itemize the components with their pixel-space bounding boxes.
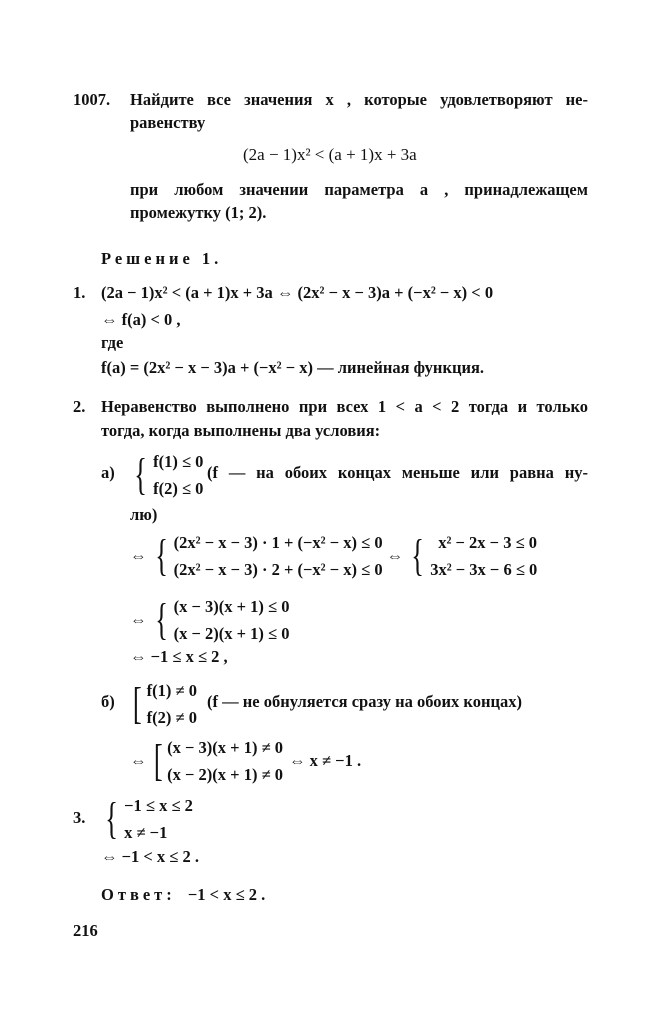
system-row: x² − 2x − 3 ≤ 0 (438, 533, 538, 552)
case-a-comment: (f — на обоих концах меньше или равна ну- (207, 463, 588, 482)
answer-value: −1 < x ≤ 2 . (187, 885, 266, 904)
step1-line: (2a − 1)x² < (a + 1)x + 3a ⇔ (2x² − x − 3)a + (−x² − x) < 0 (101, 283, 494, 302)
system-row: f(2) ≤ 0 (153, 479, 204, 498)
problem-text-line: равенству (130, 113, 206, 132)
system-row: (x − 3)(x + 1) ≤ 0 (173, 597, 290, 616)
case-a-system (130, 448, 203, 502)
system-row: x ≠ −1 (124, 823, 168, 842)
case-b-result: ⇔ x ≠ −1 . (289, 751, 362, 770)
equiv-symbol: ⇔ (130, 546, 147, 565)
case-a-equiv2 (130, 593, 289, 647)
system-row: f(1) ≠ 0 (146, 681, 197, 700)
system-row: f(2) ≠ 0 (146, 708, 197, 727)
answer (101, 885, 265, 905)
problem-text-line: промежутку (1; 2). (130, 203, 267, 222)
case-b-equiv (130, 734, 361, 788)
case-a-result: ⇔ −1 ≤ x ≤ 2 , (130, 647, 228, 666)
case-a-label: а) (101, 463, 115, 482)
equiv-symbol: ⇔ (130, 751, 147, 770)
problem-number: 1007. (73, 90, 111, 109)
step1-line: f(a) = (2x² − x − 3)a + (−x² − x) — линейная функция. (101, 358, 485, 377)
step2-line: тогда, когда выполнены два условия: (101, 421, 381, 440)
equiv-symbol: ⇔ (130, 610, 147, 629)
problem-text-line: при любом значении параметра a , принадлежащем (130, 180, 588, 199)
case-a-comment-cont: лю) (130, 505, 158, 524)
system-row: (x − 2)(x + 1) ≤ 0 (173, 624, 290, 643)
equiv-symbol: ⇔ (386, 546, 404, 565)
brace-icon: { (154, 595, 168, 644)
system-row: f(1) ≤ 0 (153, 452, 204, 471)
system-row: (x − 2)(x + 1) ≠ 0 (167, 765, 283, 784)
step3-system (101, 792, 193, 846)
answer-label: Ответ: (101, 885, 176, 904)
solution-heading: Решение 1. (101, 249, 223, 268)
step-number: 3. (73, 808, 86, 827)
case-a-equiv1 (130, 529, 537, 583)
step-number: 2. (73, 397, 86, 416)
case-b-label: б) (101, 692, 115, 711)
problem-text-line: Найдите все значения x , которые удовлетворяют не- (130, 90, 588, 109)
brace-icon: { (134, 450, 147, 499)
brace-icon: { (105, 794, 118, 843)
brace-icon: { (411, 531, 424, 580)
system-row: −1 ≤ x ≤ 2 (124, 796, 193, 815)
brace-icon: { (154, 531, 168, 580)
step1-line: ⇔ f(a) < 0 , (101, 310, 181, 329)
step3-result: ⇔ −1 < x ≤ 2 . (101, 847, 199, 866)
system-row: 3x² − 3x − 6 ≤ 0 (430, 560, 538, 579)
system-row: (2x² − x − 3) · 1 + (−x² − x) ≤ 0 (173, 533, 383, 552)
bracket-icon: [ (153, 736, 163, 785)
page-number: 216 (73, 921, 98, 940)
system-row: (x − 3)(x + 1) ≠ 0 (167, 738, 283, 757)
step-number: 1. (73, 283, 86, 302)
system-row: (2x² − x − 3) · 2 + (−x² − x) ≤ 0 (173, 560, 383, 579)
step1-line: где (101, 333, 124, 352)
bracket-icon: [ (132, 679, 142, 728)
case-b-comment: (f — не обнуляется сразу на обоих концах) (207, 692, 522, 711)
step2-line: Неравенство выполнено при всех 1 < a < 2 тогда и только (101, 397, 588, 416)
case-b-system (130, 677, 197, 731)
problem-equation: (2a − 1)x² < (a + 1)x + 3a (243, 145, 417, 164)
